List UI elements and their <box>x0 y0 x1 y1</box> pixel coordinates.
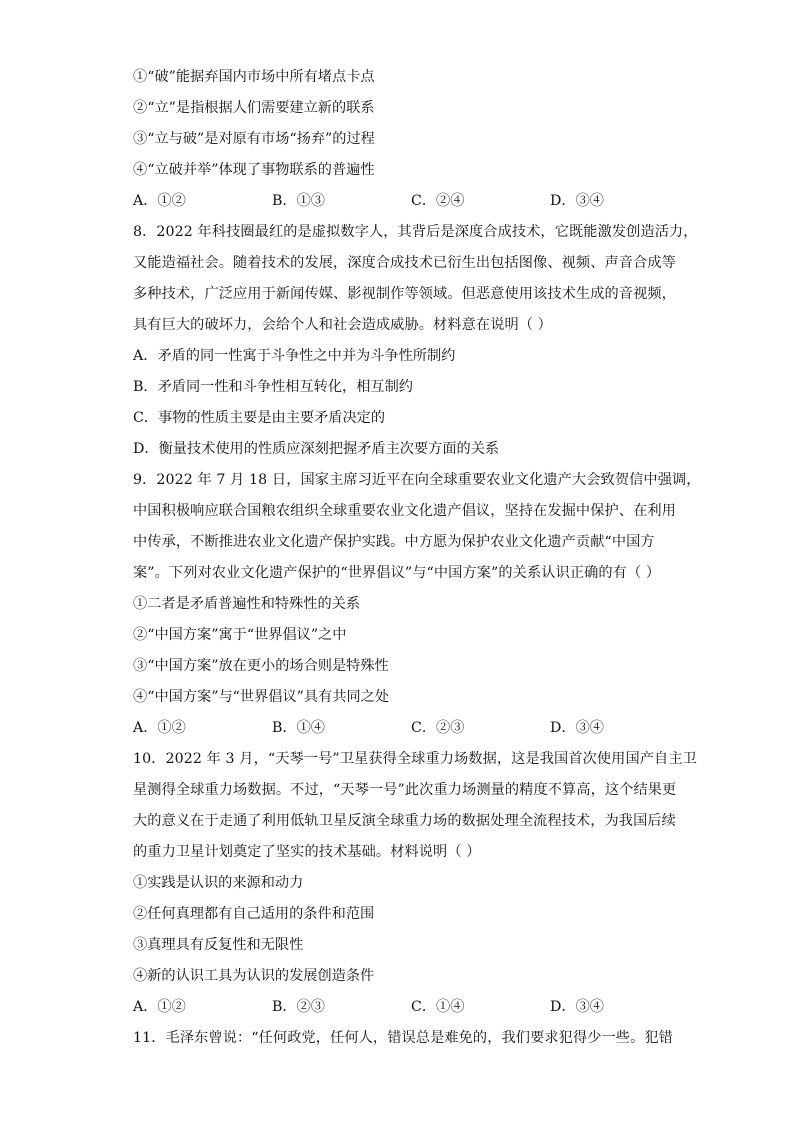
question-8-line-4: 具有巨大的破坏力，会给个人和社会造成威胁。材料意在说明（ ） <box>133 317 552 333</box>
statement-4: ④“中国方案”与“世界倡议”具有共同之处 <box>133 689 390 705</box>
statement-4: ④新的认识工具为认识的发展创造条件 <box>133 968 375 984</box>
choice-d: D．③④ <box>550 193 604 209</box>
choice-b: B．①③ <box>272 193 325 209</box>
question-9-line-1: 9．2022 年 7 月 18 日，国家主席习近平在向全球重要农业文化遗产大会致贺信中强调， <box>133 472 701 488</box>
statement-1: ①二者是矛盾普遍性和特殊性的关系 <box>133 596 361 612</box>
question-10-line-2: 星测得全球重力场数据。不过，“天琴一号”此次重力场测量的精度不算高，这个结果更 <box>133 782 677 798</box>
option-a: A．矛盾的同一性寓于斗争性之中并为斗争性所制约 <box>133 348 456 364</box>
choice-b: B．①④ <box>272 720 325 736</box>
question-11-stem <box>133 1023 673 1054</box>
option-d: D．衡量技术使用的性质应深刻把握矛盾主次要方面的关系 <box>133 441 500 457</box>
question-10-line-1: 10．2022 年 3 月，“天琴一号”卫星获得全球重力场数据，这是我国首次使用国产自主卫 <box>133 751 697 767</box>
statement-1: ①实践是认识的来源和动力 <box>133 875 304 891</box>
question-10-statements <box>133 868 661 992</box>
question-10-choices <box>133 992 661 1023</box>
statement-1: ①“破”能据弃国内市场中所有堵点卡点 <box>133 69 375 85</box>
choice-d: D．③④ <box>550 999 604 1015</box>
question-8-line-2: 又能造福社会。随着技术的发展，深度合成技术已衍生出包括图像、视频、声音合成等 <box>133 255 676 271</box>
question-8-stem <box>133 217 698 341</box>
option-c: C．事物的性质主要是由主要矛盾决定的 <box>133 410 386 426</box>
option-b: B．矛盾同一性和斗争性相互转化，相互制约 <box>133 379 413 395</box>
statement-3: ③真理具有反复性和无限性 <box>133 937 304 953</box>
choice-c: C．②③ <box>411 720 465 736</box>
question-9-stem <box>133 465 701 589</box>
statement-3: ③“立与破”是对原有市场“扬弃”的过程 <box>133 131 375 147</box>
question-8-line-3: 多种技术，广泛应用于新闻传媒、影视制作等领域。但恶意使用该技术生成的音视频， <box>133 286 676 302</box>
question-8-line-1: 8．2022 年科技圈最红的是虚拟数字人，其背后是深度合成技术，它既能激发创造活力， <box>133 224 698 240</box>
exam-content <box>133 62 701 1054</box>
choice-a: A．①② <box>133 999 186 1015</box>
choice-a: A．①② <box>133 720 186 736</box>
question-10-line-4: 的重力卫星计划奠定了坚实的技术基础。材料说明（ ） <box>133 844 481 860</box>
question-9-line-2: 中国积极响应联合国粮农组织全球重要农业文化遗产倡议，坚持在发掘中保护、在利用 <box>133 503 676 519</box>
statement-2: ②“立”是指根据人们需要建立新的联系 <box>133 100 375 116</box>
question-8-options <box>133 341 661 465</box>
statement-3: ③“中国方案”放在更小的场合则是特殊性 <box>133 658 389 674</box>
statement-2: ②任何真理都有自己适用的条件和范围 <box>133 906 375 922</box>
choice-a: A．①② <box>133 193 186 209</box>
question-9-statements <box>133 589 661 713</box>
question-7-statements <box>133 62 661 186</box>
choice-c: C．②④ <box>411 193 465 209</box>
choice-b: B．②③ <box>272 999 325 1015</box>
question-7-choices <box>133 186 661 217</box>
question-10-stem <box>133 744 697 868</box>
question-10-line-3: 大的意义在于走通了利用低轨卫星反演全球重力场的数据处理全流程技术，为我国后续 <box>133 813 676 829</box>
question-9-choices <box>133 713 661 744</box>
choice-d: D．③④ <box>550 720 604 736</box>
question-9-line-4: 案”。下列对农业文化遗产保护的“世界倡议”与“中国方案”的关系认识正确的有（ ） <box>133 565 661 581</box>
choice-c: C．①④ <box>411 999 465 1015</box>
question-11-line-1: 11．毛泽东曾说：“任何政党，任何人，错误总是难免的，我们要求犯得少一些。犯错 <box>133 1030 673 1046</box>
question-9-line-3: 中传承，不断推进农业文化遗产保护实践。中方愿为保护农业文化遗产贡献“中国方 <box>133 534 655 550</box>
statement-4: ④“立破并举”体现了事物联系的普遍性 <box>133 162 375 178</box>
statement-2: ②“中国方案”寓于“世界倡议”之中 <box>133 627 347 643</box>
